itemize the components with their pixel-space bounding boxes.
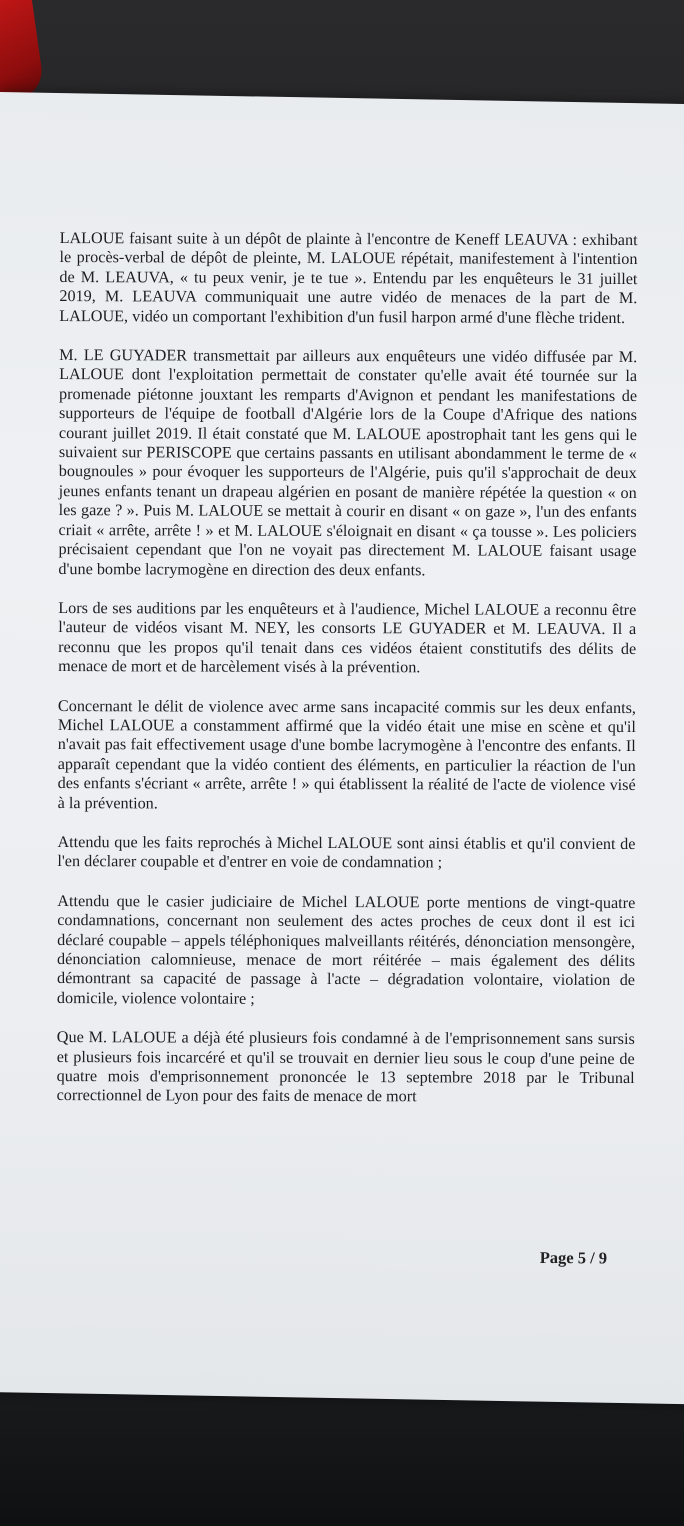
red-fabric	[0, 0, 45, 103]
paragraph-7: Que M. LALOUE a déjà été plusieurs fois condamné à de l'emprisonnement sans sursis et plusieurs fois incarcéré et qu'il se trouvait en dernier lieu sous le coup d'une peine de quatre mois d'emprisonnement prononcée le 13 septembre 2018 par le Tribunal correctionnel de Lyon pour des faits de menace de mort	[56, 1028, 635, 1106]
paragraph-1: LALOUE faisant suite à un dépôt de plainte à l'encontre de Keneff LEAUVA : exhibant le procès-verbal de dépôt de pleinte, M. LALOUE répétait, manifestement à l'intention de M. LEAUVA, « tu peux venir, je te tue ». Entendu par les enquêteurs le 31 juillet 2019, M. LEAUVA communiquait une autre vidéo de menaces de la part de M. LALOUE, vidéo un comportant l'exhibition d'un fusil harpon armé d'une flèche trident.	[59, 229, 638, 327]
document-body	[56, 229, 637, 1128]
document-page	[0, 92, 684, 1404]
page-number: Page 5 / 9	[539, 1247, 608, 1268]
paragraph-6: Attendu que le casier judiciaire de Michel LALOUE porte mentions de vingt-quatre condamnations, concernant non seulement des actes proches de ceux dont il est ici déclaré coupable – appels téléphoniques malveillants réitérés, dénonciation mensongère, dénonciation calomnieuse, menace de mort réitérée – mais également des délits démontrant sa capacité de passage à l'acte – dégradation volontaire, violation de domicile, violence volontaire ;	[56, 891, 636, 1008]
paragraph-2: M. LE GUYADER transmettait par ailleurs aux enquêteurs une vidéo diffusée par M. LALOUE dont l'exploitation permettait de constater qu'elle avait été tournée sur la promenade piétonne jouxtant les remparts d'Avignon et pendant les manifestations de supporteurs de l'équipe de football d'Algérie lors de la Coupe d'Afrique des nations courant juillet 2019. Il était constaté que M. LALOUE apostrophait tant les gens qui le suivaient sur PERISCOPE que certains passants en utilisant abondamment le terme de « bougnoules » pour évoquer les supporteurs de l'Algérie, puis qu'il s'approchait de deux jeunes enfants tenant un drapeau algérien en posant de manière répétée la question « on les gaze ? ». Puis M. LALOUE se mettait à courir en disant « on gaze », l'un des enfants criait « arrête, arrête ! » et M. LALOUE s'éloignait en disant « ça tousse ». Les policiers précisaient cependant que l'on ne voyait pas directement M. LALOUE faisant usage d'une bombe lacrymogène en direction des deux enfants.	[58, 346, 638, 579]
paragraph-3: Lors de ses auditions par les enquêteurs et à l'audience, Michel LALOUE a reconnu être l'auteur de vidéos visant M. NEY, les consorts LE GUYADER et M. LEAUVA. Il a reconnu que les propos qu'il tenait dans ces vidéos étaient constitutifs des délits de menace de mort et de harcèlement visés à la prévention.	[58, 598, 637, 677]
paragraph-4: Concernant le délit de violence avec arme sans incapacité commis sur les deux enfants, Michel LALOUE a constamment affirmé que la vidéo était une mise en scène et qu'il n'avait pas fait effectivement usage d'une bombe lacrymogène à l'encontre des enfants. Il apparaît cependant que la vidéo contient des éléments, en particulier la réaction de l'un des enfants s'écriant « arrête, arrête ! » qui établissent la réalité de l'acte de violence visé à la prévention.	[57, 696, 636, 812]
paragraph-5: Attendu que les faits reprochés à Michel LALOUE sont ainsi établis et qu'il convient de l'en déclarer coupable et d'entrer en voie de condamnation ;	[57, 833, 636, 872]
